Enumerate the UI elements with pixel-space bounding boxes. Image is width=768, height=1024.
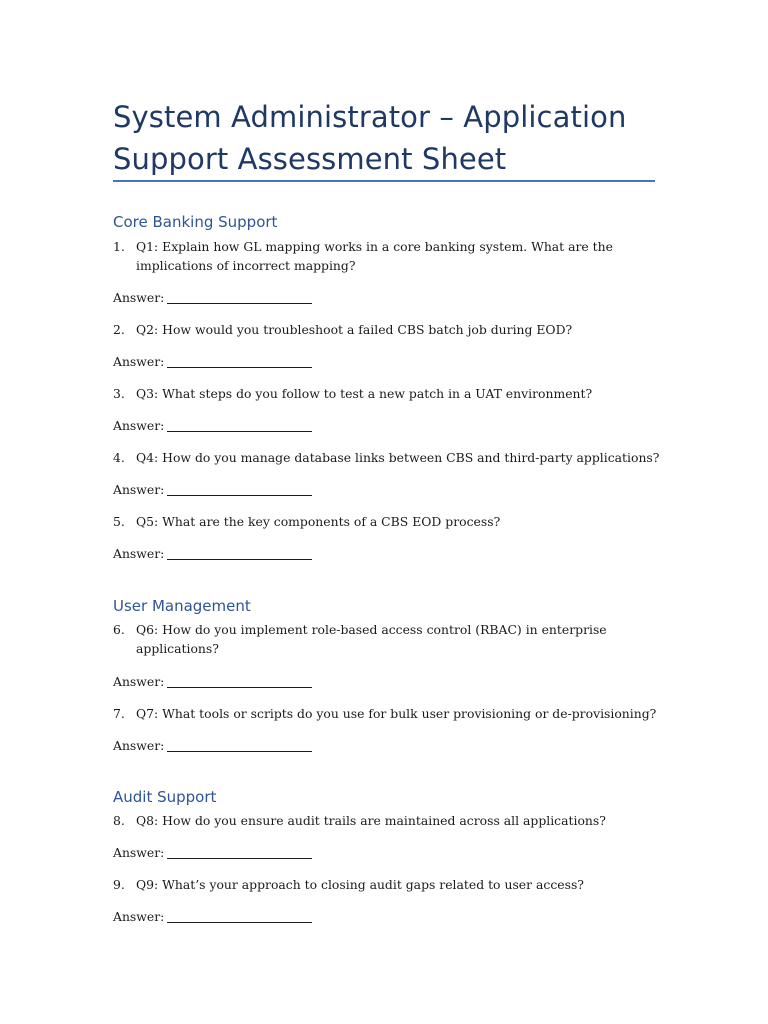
answer-label: Answer: bbox=[113, 482, 165, 497]
answer-label: Answer: bbox=[113, 354, 165, 369]
answer-label: Answer: bbox=[113, 418, 165, 433]
question-item bbox=[113, 320, 673, 339]
question-text: Q5: What are the key components of a CBS EOD process? bbox=[136, 514, 501, 529]
answer-blank-line[interactable] bbox=[167, 431, 312, 432]
answer-label: Answer: bbox=[113, 674, 165, 689]
answer-row bbox=[113, 288, 312, 307]
question-number: 4. bbox=[113, 450, 125, 465]
section-heading-user-management: User Management bbox=[113, 597, 251, 615]
answer-row bbox=[113, 416, 312, 435]
question-number: 7. bbox=[113, 706, 125, 721]
answer-label: Answer: bbox=[113, 909, 165, 924]
answer-row bbox=[113, 544, 312, 563]
question-item bbox=[113, 620, 673, 658]
answer-label: Answer: bbox=[113, 845, 165, 860]
answer-row bbox=[113, 843, 312, 862]
question-item bbox=[113, 811, 673, 830]
question-text: Q1: Explain how GL mapping works in a core banking system. What are the implications of incorrect mapping? bbox=[136, 239, 613, 273]
answer-blank-line[interactable] bbox=[167, 559, 312, 560]
answer-row bbox=[113, 736, 312, 755]
question-number: 5. bbox=[113, 514, 125, 529]
question-number: 1. bbox=[113, 239, 125, 254]
answer-label: Answer: bbox=[113, 546, 165, 561]
question-number: 8. bbox=[113, 813, 125, 828]
answer-label: Answer: bbox=[113, 738, 165, 753]
question-item bbox=[113, 704, 673, 723]
answer-row bbox=[113, 907, 312, 926]
question-text: Q4: How do you manage database links between CBS and third-party applications? bbox=[136, 450, 660, 465]
question-item bbox=[113, 512, 673, 531]
answer-label: Answer: bbox=[113, 290, 165, 305]
question-number: 6. bbox=[113, 622, 125, 637]
question-number: 3. bbox=[113, 386, 125, 401]
question-text: Q7: What tools or scripts do you use for bulk user provisioning or de-provisioning? bbox=[136, 706, 657, 721]
title-divider bbox=[113, 180, 655, 182]
document-title: System Administrator – Application Support Assessment Sheet bbox=[113, 100, 627, 176]
answer-row bbox=[113, 352, 312, 371]
answer-blank-line[interactable] bbox=[167, 858, 312, 859]
question-text: Q2: How would you troubleshoot a failed CBS batch job during EOD? bbox=[136, 322, 573, 337]
answer-blank-line[interactable] bbox=[167, 495, 312, 496]
answer-blank-line[interactable] bbox=[167, 303, 312, 304]
question-text: Q6: How do you implement role-based access control (RBAC) in enterprise applications? bbox=[136, 622, 607, 656]
question-item bbox=[113, 237, 673, 275]
answer-row bbox=[113, 480, 312, 499]
question-item bbox=[113, 875, 673, 894]
question-text: Q9: What’s your approach to closing audit gaps related to user access? bbox=[136, 877, 584, 892]
answer-row bbox=[113, 672, 312, 691]
answer-blank-line[interactable] bbox=[167, 751, 312, 752]
answer-blank-line[interactable] bbox=[167, 367, 312, 368]
question-number: 9. bbox=[113, 877, 125, 892]
answer-blank-line[interactable] bbox=[167, 922, 312, 923]
question-text: Q8: How do you ensure audit trails are maintained across all applications? bbox=[136, 813, 606, 828]
answer-blank-line[interactable] bbox=[167, 687, 312, 688]
question-item bbox=[113, 384, 673, 403]
section-heading-audit-support: Audit Support bbox=[113, 788, 217, 806]
question-text: Q3: What steps do you follow to test a new patch in a UAT environment? bbox=[136, 386, 593, 401]
section-heading-core-banking: Core Banking Support bbox=[113, 213, 278, 231]
question-item bbox=[113, 448, 673, 467]
question-number: 2. bbox=[113, 322, 125, 337]
